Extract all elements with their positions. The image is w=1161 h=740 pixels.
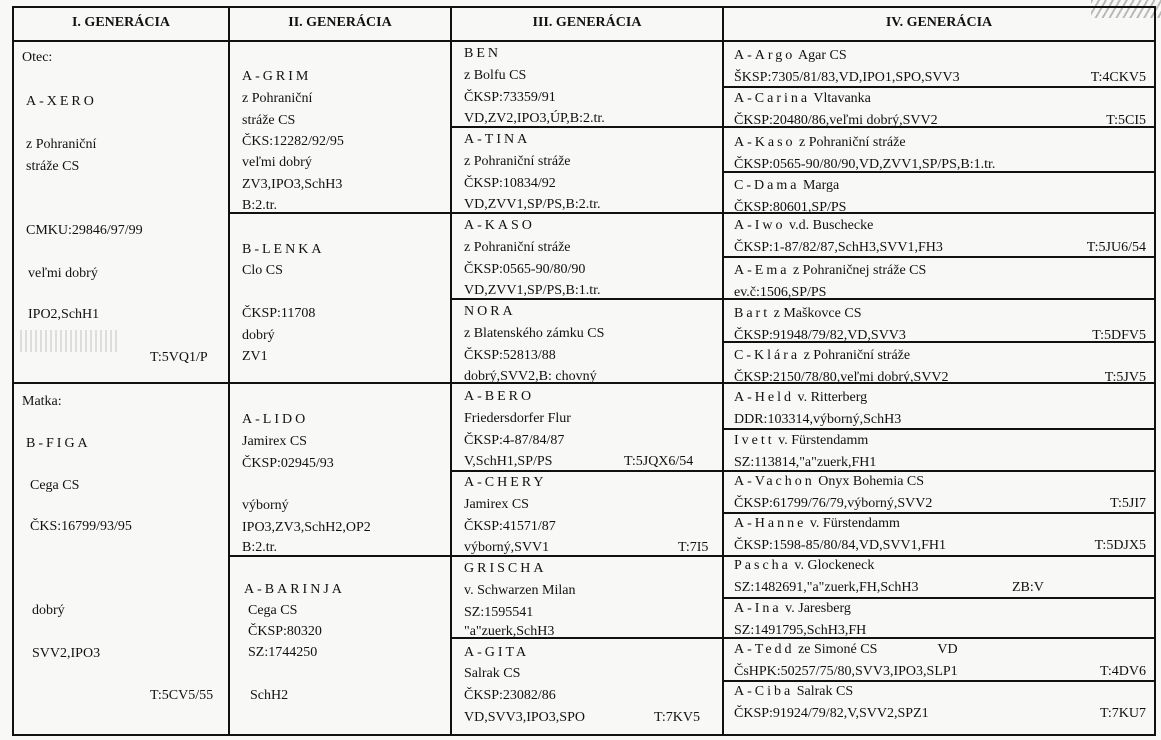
gen4-4-name xyxy=(734,216,873,236)
mother-titles: SVV2,IPO3 xyxy=(32,646,101,661)
gen4-0-details: ŠKSP:7305/81/83,VD,IPO1,SPO,SVV3 xyxy=(734,70,960,85)
gen4-9-kennel: v. Fürstendamm xyxy=(774,433,869,448)
gen2-0-line1: z Pohraniční xyxy=(242,91,313,106)
gen4-6-details: ČKSP:91948/79/82,VD,SVV3 xyxy=(734,328,906,343)
gen2-1-name: B-LENKA xyxy=(242,242,325,257)
gen4-5-name xyxy=(734,261,926,281)
father-kennel-1: z Pohraniční xyxy=(26,137,97,152)
gen4-1-dog-name: A-Carina xyxy=(734,91,811,106)
gen3-6-name: GRISCHA xyxy=(464,561,547,576)
gen2-2-line1: Jamirex CS xyxy=(242,434,307,449)
gen3-4-line2: ČKSP:4-87/84/87 xyxy=(464,433,565,448)
gen4-7-tag: T:5JV5 xyxy=(1104,370,1146,385)
column-divider-1 xyxy=(228,6,230,736)
gen4-6-dog-name: Bart xyxy=(734,306,771,321)
father-registration: CMKU:29846/97/99 xyxy=(26,223,143,238)
gen2-3-line4: SchH2 xyxy=(250,688,289,703)
header-gen2: II. GENERÁCIA xyxy=(288,15,392,30)
gen4-0-kennel: Agar CS xyxy=(795,48,847,63)
gen3-3-line2: ČKSP:52813/88 xyxy=(464,348,556,363)
header-gen3: III. GENERÁCIA xyxy=(532,15,642,30)
gen4-2-dog-name: A-Kaso xyxy=(734,135,796,150)
gen4-3-details: ČKSP:80601,SP/PS xyxy=(734,200,847,215)
gen4-2-kennel: z Pohraniční stráže xyxy=(795,135,906,150)
gen4-15-dog-name: A-Ciba xyxy=(734,684,794,699)
gen3-2-name: A-KASO xyxy=(464,218,535,233)
gen4-7-kennel: z Pohraniční stráže xyxy=(800,348,911,363)
gen2-0-line5: ZV3,IPO3,SchH3 xyxy=(242,177,343,192)
gen4-6-name xyxy=(734,304,862,324)
gen3-0-line3: VD,ZV2,IPO3,ÚP,B:2.tr. xyxy=(464,111,605,126)
gen4-12-kennel: v. Glockeneck xyxy=(790,558,875,573)
gen3-1-name: A-TINA xyxy=(464,132,531,147)
gen4-5-kennel: z Pohraničnej stráže CS xyxy=(789,263,927,278)
gen4-9-dog-name: Ivett xyxy=(734,433,775,448)
gen4-12-dog-name: Pascha xyxy=(734,558,791,573)
mother-kennel: Cega CS xyxy=(30,478,80,493)
father-titles: IPO2,SchH1 xyxy=(28,307,100,322)
mother-label: Matka: xyxy=(22,394,62,409)
gen2-3-name: A-BARINJA xyxy=(244,582,345,597)
gen4-5-details: ev.č:1506,SP/PS xyxy=(734,285,827,300)
gen3-2-line2: ČKSP:0565-90/80/90 xyxy=(464,262,586,277)
gen2-2-line4: IPO3,ZV3,SchH2,OP2 xyxy=(242,520,371,535)
gen3-2-line1: z Pohraniční stráže xyxy=(464,240,571,255)
gen4-12-name xyxy=(734,556,874,576)
gen4-0-tag: T:4CKV5 xyxy=(1090,70,1146,85)
gen3-5-tag: T:7I5 xyxy=(678,540,709,555)
gen3-2-line3: VD,ZVV1,SP/PS,B:1.tr. xyxy=(464,283,601,298)
gen4-7-name xyxy=(734,346,910,366)
gen3-3-line3: dobrý,SVV2,B: chovný xyxy=(464,369,597,384)
gen3-0-name: BEN xyxy=(464,46,501,61)
gen4-5-dog-name: A-Ema xyxy=(734,263,790,278)
gen4-0-dog-name: A-Argo xyxy=(734,48,796,63)
gen4-8-kennel: v. Ritterberg xyxy=(794,390,868,405)
header-divider xyxy=(12,40,1156,42)
gen4-4-tag: T:5JU6/54 xyxy=(1086,240,1146,255)
gen4-8-details: DDR:103314,výborný,SchH3 xyxy=(734,412,902,427)
gen4-14-kennel: ze Simoné CS xyxy=(794,642,878,657)
father-rating: veľmi dobrý xyxy=(28,266,98,281)
frame-bottom xyxy=(12,734,1156,736)
gen4-3-name xyxy=(734,176,839,196)
gen2-2-name: A-LIDO xyxy=(242,412,309,427)
gen4-8-name xyxy=(734,388,867,408)
gen2-1-line1: Clo CS xyxy=(242,263,283,278)
gen4-10-tag: T:5JI7 xyxy=(1110,496,1146,511)
gen4-9-name xyxy=(734,431,868,451)
gen2-0-line2: stráže CS xyxy=(242,113,296,128)
gen4-14-dog-name: A-Tedd xyxy=(734,642,795,657)
gen2-divider-1 xyxy=(228,212,1156,214)
gen4-15-kennel: Salrak CS xyxy=(793,684,854,699)
header-gen4: IV. GENERÁCIA xyxy=(885,15,993,30)
frame-right xyxy=(1154,6,1156,736)
gen2-3-line2: ČKSP:80320 xyxy=(248,624,322,639)
gen3-0-line1: z Bolfu CS xyxy=(464,68,527,83)
gen2-0-line4: veľmi dobrý xyxy=(242,155,312,170)
gen3-5-line2: ČKSP:41571/87 xyxy=(464,519,556,534)
gen4-3-kennel: Marga xyxy=(799,178,840,193)
gen3-6-line2: SZ:1595541 xyxy=(464,605,534,620)
gen3-1-line2: ČKSP:10834/92 xyxy=(464,176,556,191)
gen4-11-name xyxy=(734,514,900,534)
gen4-9-details: SZ:113814,"a"zuerk,FH1 xyxy=(734,455,877,470)
gen3-4-line1: Friedersdorfer Flur xyxy=(464,411,571,426)
column-divider-2 xyxy=(450,6,452,736)
gen2-2-line2: ČKSP:02945/93 xyxy=(242,456,334,471)
gen4-10-name xyxy=(734,472,924,492)
gen4-12-tag: ZB:V xyxy=(1012,580,1044,595)
gen4-15-tag: T:7KU7 xyxy=(1100,706,1146,721)
scan-smudge xyxy=(20,330,120,352)
header-gen1: I. GENERÁCIA xyxy=(71,15,170,30)
gen3-3-name: NORA xyxy=(464,304,516,319)
gen4-4-dog-name: A-Iwo xyxy=(734,218,786,233)
gen3-1-line1: z Pohraniční stráže xyxy=(464,154,571,169)
gen4-2-details: ČKSP:0565-90/80/90,VD,ZVV1,SP/PS,B:1.tr. xyxy=(734,157,996,172)
gen3-7-line3: VD,SVV3,IPO3,SPO xyxy=(464,710,585,725)
gen3-7-line1: Salrak CS xyxy=(464,666,521,681)
gen4-4-details: ČKSP:1-87/82/87,SchH3,SVV1,FH3 xyxy=(734,240,943,255)
gen4-11-dog-name: A-Hanne xyxy=(734,516,807,531)
gen4-11-details: ČKSP:1598-85/80/84,VD,SVV1,FH1 xyxy=(734,538,946,553)
gen4-1-tag: T:5CI5 xyxy=(1106,113,1146,128)
gen2-2-line5: B:2.tr. xyxy=(242,540,278,555)
gen3-6-line3: "a"zuerk,SchH3 xyxy=(464,624,555,639)
gen3-3-line1: z Blatenského zámku CS xyxy=(464,326,605,341)
gen3-4-tag: T:5JQX6/54 xyxy=(624,454,694,469)
gen4-1-name xyxy=(734,89,871,109)
mother-registration: ČKS:16799/93/95 xyxy=(30,519,132,534)
father-tattoo: T:5VQ1/P xyxy=(150,350,208,365)
father-label: Otec: xyxy=(22,50,53,65)
gen4-15-details: ČKSP:91924/79/82,V,SVV2,SPZ1 xyxy=(734,706,929,721)
gen4-12-details: SZ:1482691,"a"zuerk,FH,SchH3 xyxy=(734,580,919,595)
gen4-14-extra: VD xyxy=(937,642,958,657)
gen4-10-details: ČKSP:61799/76/79,výborný,SVV2 xyxy=(734,496,933,511)
gen2-1-line4: ZV1 xyxy=(242,349,268,364)
gen3-5-line1: Jamirex CS xyxy=(464,497,529,512)
gen4-11-kennel: v. Fürstendamm xyxy=(806,516,900,531)
gen4-14-name xyxy=(734,640,958,660)
gen3-7-tag: T:7KV5 xyxy=(654,710,700,725)
gen2-2-line3: výborný xyxy=(242,498,289,513)
gen3-6-line1: v. Schwarzen Milan xyxy=(464,583,576,598)
gen2-3-line3: SZ:1744250 xyxy=(248,645,318,660)
gen4-6-tag: T:5DFV5 xyxy=(1092,328,1146,343)
gen4-7-details: ČKSP:2150/78/80,veľmi dobrý,SVV2 xyxy=(734,370,949,385)
gen4-13-name xyxy=(734,599,851,619)
gen4-13-details: SZ:1491795,SchH3,FH xyxy=(734,623,867,638)
gen4-0-name xyxy=(734,46,847,66)
gen3-0-line2: ČKSP:73359/91 xyxy=(464,90,556,105)
gen4-13-kennel: v. Jaresberg xyxy=(781,601,851,616)
gen4-8-dog-name: A-Held xyxy=(734,390,794,405)
gen4-10-kennel: Onyx Bohemia CS xyxy=(814,474,925,489)
gen2-3-line1: Cega CS xyxy=(248,603,298,618)
father-name: A-XERO xyxy=(26,94,97,109)
gen4-11-tag: T:5DJX5 xyxy=(1094,538,1146,553)
gen3-4-name: A-BERO xyxy=(464,389,535,404)
gen4-1-details: ČKSP:20480/86,veľmi dobrý,SVV2 xyxy=(734,113,938,128)
gen3-4-line3: V,SchH1,SP/PS xyxy=(464,454,553,469)
mother-name: B-FIGA xyxy=(26,436,91,451)
gen2-1-line2: ČKSP:11708 xyxy=(242,306,316,321)
gen4-14-tag: T:4DV6 xyxy=(1100,664,1146,679)
gen4-15-name xyxy=(734,682,853,702)
frame-left xyxy=(12,6,14,736)
gen4-14-details: ČsHPK:50257/75/80,SVV3,IPO3,SLP1 xyxy=(734,664,958,679)
gen3-5-line3: výborný,SVV1 xyxy=(464,540,550,555)
mother-tattoo: T:5CV5/55 xyxy=(150,688,214,703)
gen2-0-line6: B:2.tr. xyxy=(242,198,278,213)
column-divider-3 xyxy=(722,6,724,736)
gen3-5-name: A-CHERY xyxy=(464,475,547,490)
gen4-2-name xyxy=(734,133,906,153)
gen4-7-dog-name: C-Klára xyxy=(734,348,801,363)
gen3-7-line2: ČKSP:23082/86 xyxy=(464,688,556,703)
frame-top xyxy=(12,6,1156,8)
gen4-6-kennel: z Maškovce CS xyxy=(770,306,862,321)
mother-rating: dobrý xyxy=(32,603,65,618)
gen4-4-kennel: v.d. Buschecke xyxy=(785,218,874,233)
gen2-0-line3: ČKS:12282/92/95 xyxy=(242,134,344,149)
gen4-13-dog-name: A-Ina xyxy=(734,601,782,616)
gen2-1-line3: dobrý xyxy=(242,328,275,343)
gen3-7-name: A-GITA xyxy=(464,645,530,660)
gen4-10-dog-name: A-Vachon xyxy=(734,474,815,489)
gen4-3-dog-name: C-Dama xyxy=(734,178,800,193)
father-kennel-2: stráže CS xyxy=(26,159,80,174)
gen2-0-name: A-GRIM xyxy=(242,69,312,84)
gen4-1-kennel: Vltavanka xyxy=(810,91,871,106)
gen3-1-line3: VD,ZVV1,SP/PS,B:2.tr. xyxy=(464,197,601,212)
